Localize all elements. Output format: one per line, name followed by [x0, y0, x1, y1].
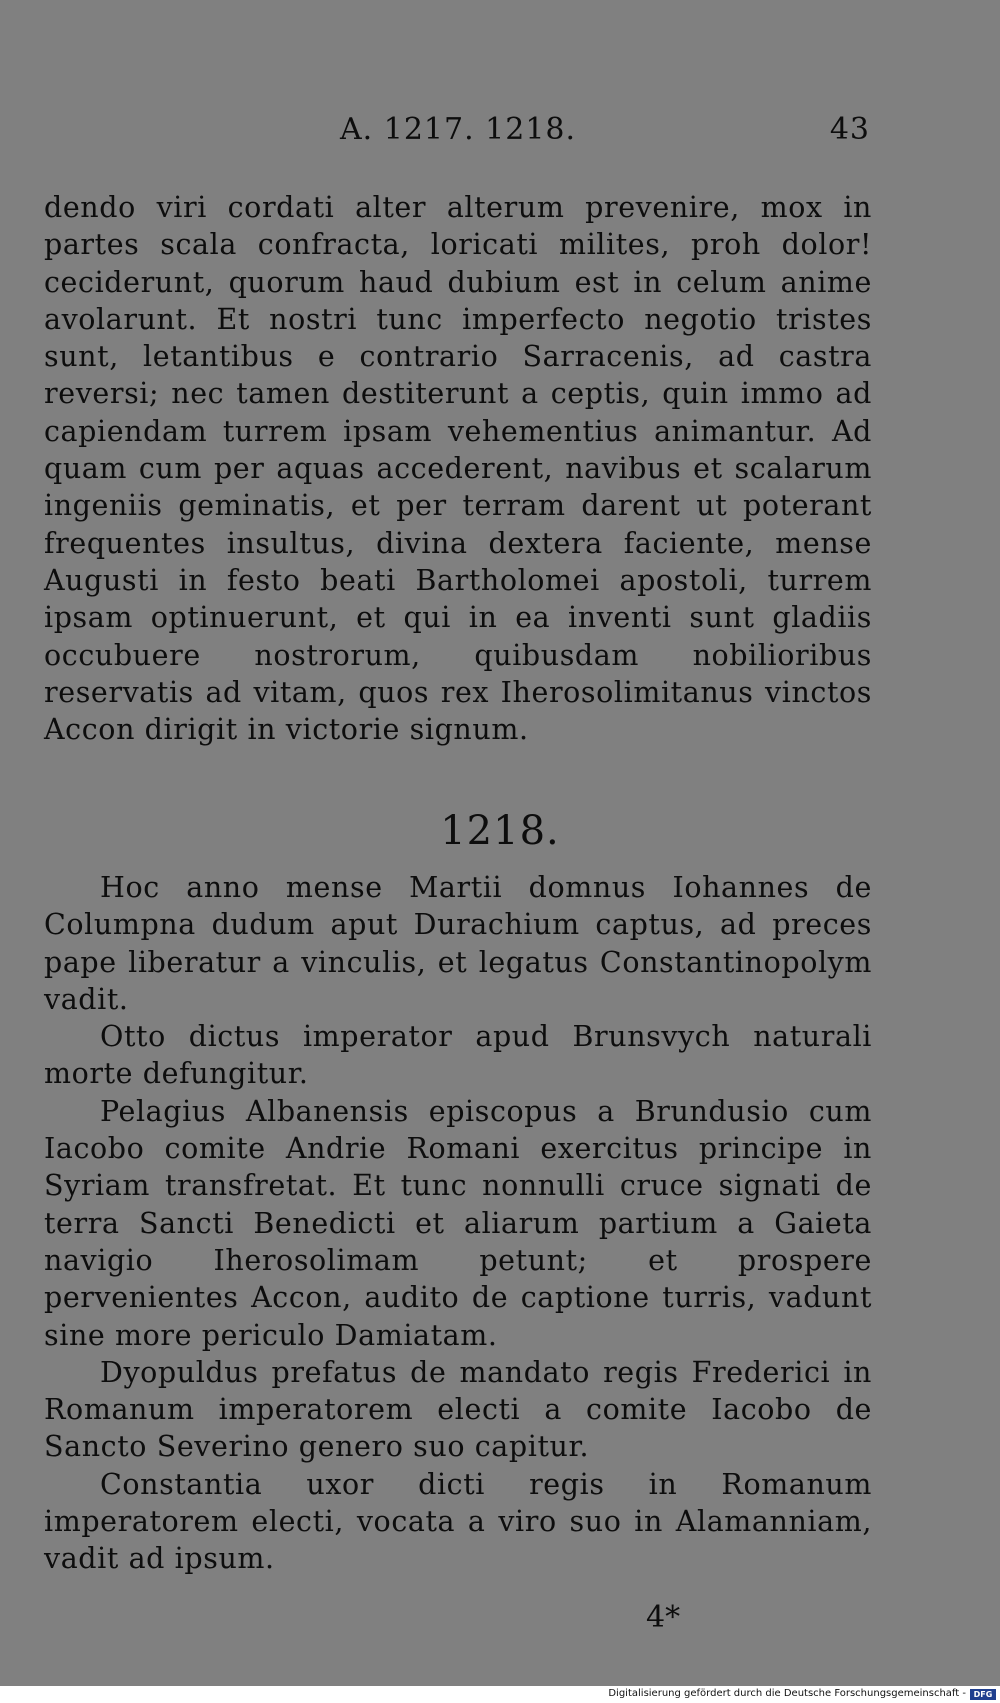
- digitization-footer: [0, 1686, 1000, 1703]
- running-head: [0, 112, 1000, 152]
- paragraph-pelagius: Pelagius Albanensis episcopus a Brundusio cum Iacobo comite Andrie Romani exercitus principe in Syriam transfretat. Et tunc nonnulli cruce signati de terra Sancti Benedicti et aliarum partium a Gaieta navigio Iherosolimam petunt; et prospere pervenientes Accon, audito de captione turris, vadunt sine more periculo Damiatam.: [44, 1094, 872, 1352]
- paragraph-otto: Otto dictus imperator apud Brunsvych naturali morte defungitur.: [44, 1020, 872, 1091]
- year-heading: 1218.: [440, 808, 560, 854]
- paragraph-constantia: Constantia uxor dicti regis in Romanum imperatorem electi, vocata a viro suo in Alamanniam, vadit ad ipsum.: [44, 1467, 872, 1576]
- paragraph-dyopuldus: Dyopuldus prefatus de mandato regis Frederici in Romanum imperatorem electi a comite Iacobo de Sancto Severino genero suo capitur.: [44, 1355, 872, 1464]
- signature-mark: 4*: [646, 1600, 681, 1635]
- continued-entry-1217: [44, 189, 872, 748]
- paragraph-columpna: Hoc anno mense Martii domnus Iohannes de Columpna dudum aput Durachium captus, ad preces pape liberatur a vinculis, et legatus Constantinopolym vadit.: [44, 871, 872, 1016]
- running-title: A. 1217. 1218.: [340, 112, 577, 147]
- dfg-logo: DFG: [970, 1689, 996, 1700]
- page-number: 43: [829, 112, 870, 147]
- paragraph-continued: dendo viri cordati alter alterum prevenire, mox in partes scala confracta, loricati milites, proh dolor! ceciderunt, quorum haud dubium est in celum anime avolarunt. Et nostri tunc imperfecto negotio tristes sunt, letantibus e contrario Sarracenis, ad castra reversi; nec tamen destiterunt a ceptis, quin immo ad capiendam turrem ipsam vehementius animantur. Ad quam cum per aquas accederent, navibus et scalarum ingeniis geminatis, et per terram darent ut poterant frequentes insultus, divina dextera faciente, mense Augusti in festo beati Bartholomei apostoli, turrem ipsam optinuerunt, et qui in ea inventi sunt gladiis occubuere nostrorum, quibusdam nobilioribus reservatis ad vitam, quos rex Iherosolimitanus vinctos Accon dirigit in victorie signum.: [44, 191, 872, 747]
- entry-1218: [44, 869, 872, 1578]
- digitization-credit: Digitalisierung gefördert durch die Deutsche Forschungsgemeinschaft -: [608, 1688, 966, 1699]
